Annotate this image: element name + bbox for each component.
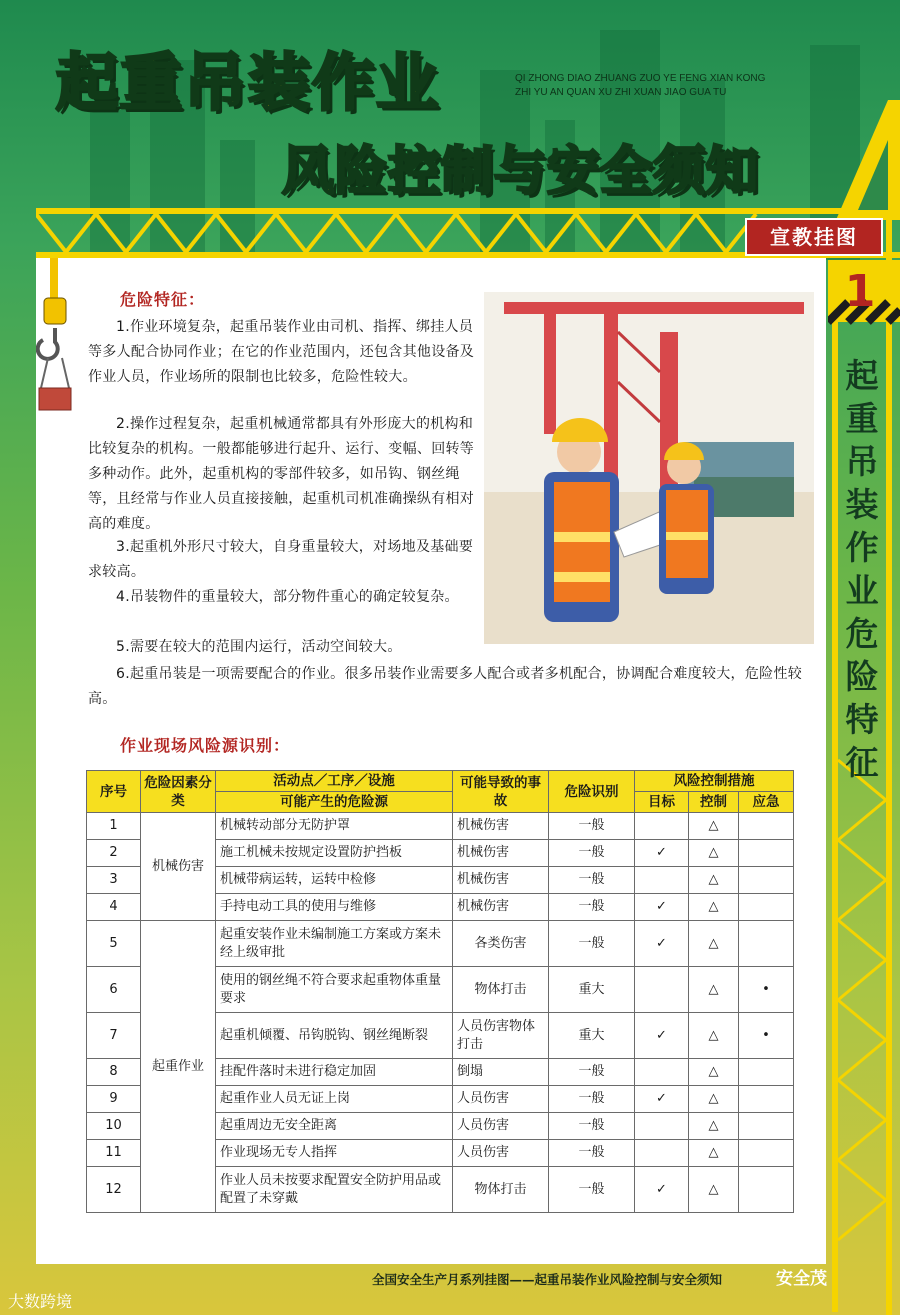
hazard-paragraph-5: 5.需要在较大的范围内运行，活动空间较大。 [116, 639, 402, 655]
row-no: 8 [87, 1059, 141, 1086]
row-control: △ [689, 813, 739, 840]
row-emergency: • [739, 967, 794, 1013]
header-control-measures: 风险控制措施 [635, 771, 794, 792]
row-level: 一般 [549, 921, 635, 967]
row-level: 重大 [549, 1013, 635, 1059]
row-emergency [739, 840, 794, 867]
row-accident: 倒塌 [453, 1059, 549, 1086]
risk-heading: 作业现场风险源识别： [120, 736, 291, 755]
table-row [87, 813, 794, 840]
row-accident: 物体打击 [453, 967, 549, 1013]
row-target: ✓ [635, 894, 689, 921]
row-control: △ [689, 867, 739, 894]
row-emergency [739, 1113, 794, 1140]
row-source: 起重作业人员无证上岗 [216, 1086, 453, 1113]
hazard-paragraph-3: 3.起重机外形尺寸较大，自身重量较大，对场地及基础要求较高。 [88, 539, 474, 580]
row-level: 一般 [549, 1113, 635, 1140]
row-accident: 物体打击 [453, 1167, 549, 1213]
row-no: 10 [87, 1113, 141, 1140]
header-control: 控制 [689, 792, 739, 813]
header-seq: 序号 [87, 771, 141, 813]
row-accident: 机械伤害 [453, 867, 549, 894]
row-emergency [739, 1086, 794, 1113]
row-target: ✓ [635, 840, 689, 867]
category-cell: 起重作业 [141, 921, 216, 1213]
row-no: 6 [87, 967, 141, 1013]
hazard-heading: 危险特征： [120, 290, 206, 309]
hazard-paragraph-4: 4.吊装物件的重量较大，部分物件重心的确定较复杂。 [116, 589, 459, 605]
row-source: 起重安装作业未编制施工方案或方案未经上级审批 [216, 921, 453, 967]
row-target [635, 1140, 689, 1167]
category-cell: 机械伤害 [141, 813, 216, 921]
header-hazard-source: 可能产生的危险源 [216, 792, 453, 813]
row-control: △ [689, 1059, 739, 1086]
row-source: 施工机械未按规定设置防护挡板 [216, 840, 453, 867]
hazard-paragraph-6: 6.起重吊装是一项需要配合的作业。很多吊装作业需要多人配合或者多机配合，协调配合难度较大，危险性较高。 [88, 666, 803, 707]
row-emergency [739, 1059, 794, 1086]
row-source: 机械带病运转，运转中检修 [216, 867, 453, 894]
row-accident: 人员伤害 [453, 1140, 549, 1167]
row-no: 1 [87, 813, 141, 840]
table-row [87, 921, 794, 967]
row-no: 3 [87, 867, 141, 894]
row-source: 机械转动部分无防护罩 [216, 813, 453, 840]
row-source: 起重周边无安全距离 [216, 1113, 453, 1140]
row-source: 起重机倾覆、吊钩脱钩、钢丝绳断裂 [216, 1013, 453, 1059]
header-accident: 可能导致的事故 [453, 771, 549, 813]
row-emergency [739, 1167, 794, 1213]
row-level: 一般 [549, 1140, 635, 1167]
section-number: 1 [844, 266, 876, 317]
crane-hook-icon [36, 258, 76, 418]
row-level: 一般 [549, 840, 635, 867]
risk-table [86, 770, 794, 1213]
row-control: △ [689, 1013, 739, 1059]
header-level: 危险识别 [549, 771, 635, 813]
row-no: 11 [87, 1140, 141, 1167]
row-accident: 机械伤害 [453, 813, 549, 840]
row-target [635, 867, 689, 894]
row-target [635, 1059, 689, 1086]
hazard-paragraph-2: 2.操作过程复杂，起重机械通常都具有外形庞大的机构和比较复杂的机构。一般都能够进行起升、运行、变幅、回转等多种动作。此外，起重机构的零部件较多，如吊钩、钢丝绳等，且经常与作业人员直接接触，起重机司机准确操纵有相对高的难度。 [88, 416, 475, 532]
row-no: 2 [87, 840, 141, 867]
watermark-right: 安全茂 [776, 1269, 827, 1289]
row-accident: 机械伤害 [453, 840, 549, 867]
title-pinyin: QI ZHONG DIAO ZHUANG ZUO YE FENG XIAN KONG ZHI YU AN QUAN XU ZHI XUAN JIAO GUA TU [515, 73, 766, 98]
row-control: △ [689, 967, 739, 1013]
row-control: △ [689, 1086, 739, 1113]
row-target [635, 967, 689, 1013]
row-source: 作业现场无专人指挥 [216, 1140, 453, 1167]
row-emergency [739, 921, 794, 967]
row-target [635, 1113, 689, 1140]
row-emergency [739, 867, 794, 894]
row-level: 一般 [549, 1086, 635, 1113]
header-emergency: 应急 [739, 792, 794, 813]
row-level: 一般 [549, 894, 635, 921]
row-no: 9 [87, 1086, 141, 1113]
row-target: ✓ [635, 1086, 689, 1113]
row-emergency [739, 894, 794, 921]
row-emergency [739, 1140, 794, 1167]
row-source: 手持电动工具的使用与维修 [216, 894, 453, 921]
row-no: 7 [87, 1013, 141, 1059]
row-level: 一般 [549, 867, 635, 894]
row-no: 5 [87, 921, 141, 967]
page-title: 起重吊装作业 [56, 46, 441, 119]
row-target: ✓ [635, 921, 689, 967]
row-target: ✓ [635, 1013, 689, 1059]
row-accident: 人员伤害物体打击 [453, 1013, 549, 1059]
footer-caption: 全国安全生产月系列挂图——起重吊装作业风险控制与安全须知 [372, 1272, 723, 1287]
row-source: 作业人员未按要求配置安全防护用品或配置了未穿戴 [216, 1167, 453, 1213]
row-control: △ [689, 1113, 739, 1140]
workers-illustration [484, 292, 814, 644]
row-source: 使用的钢丝绳不符合要求起重物体重量要求 [216, 967, 453, 1013]
row-control: △ [689, 921, 739, 967]
header-target: 目标 [635, 792, 689, 813]
header-activity: 活动点／工序／设施 [216, 771, 453, 792]
poster-tag: 宣教挂图 [745, 218, 883, 256]
row-level: 一般 [549, 1059, 635, 1086]
row-control: △ [689, 840, 739, 867]
row-level: 重大 [549, 967, 635, 1013]
row-level: 一般 [549, 1167, 635, 1213]
row-control: △ [689, 1140, 739, 1167]
row-level: 一般 [549, 813, 635, 840]
row-no: 4 [87, 894, 141, 921]
row-control: △ [689, 894, 739, 921]
row-accident: 各类伤害 [453, 921, 549, 967]
row-emergency: • [739, 1013, 794, 1059]
row-accident: 机械伤害 [453, 894, 549, 921]
header-category: 危险因素分类 [141, 771, 216, 813]
side-vertical-title: 起重吊装作业危险特征 [845, 356, 879, 782]
row-emergency [739, 813, 794, 840]
row-target: ✓ [635, 1167, 689, 1213]
row-no: 12 [87, 1167, 141, 1213]
row-control: △ [689, 1167, 739, 1213]
row-source: 挂配件落时未进行稳定加固 [216, 1059, 453, 1086]
hazard-paragraph-1: 1.作业环境复杂，起重吊装作业由司机、指挥、绑挂人员等多人配合协同作业；在它的作业范围内，还包含其他设备及作业人员，作业场所的限制也比较多，危险性较大。 [88, 319, 475, 385]
page-subtitle: 风险控制与安全须知 [282, 142, 760, 202]
row-target [635, 813, 689, 840]
row-accident: 人员伤害 [453, 1086, 549, 1113]
row-accident: 人员伤害 [453, 1113, 549, 1140]
watermark-left: 大数跨境 [8, 1292, 73, 1311]
